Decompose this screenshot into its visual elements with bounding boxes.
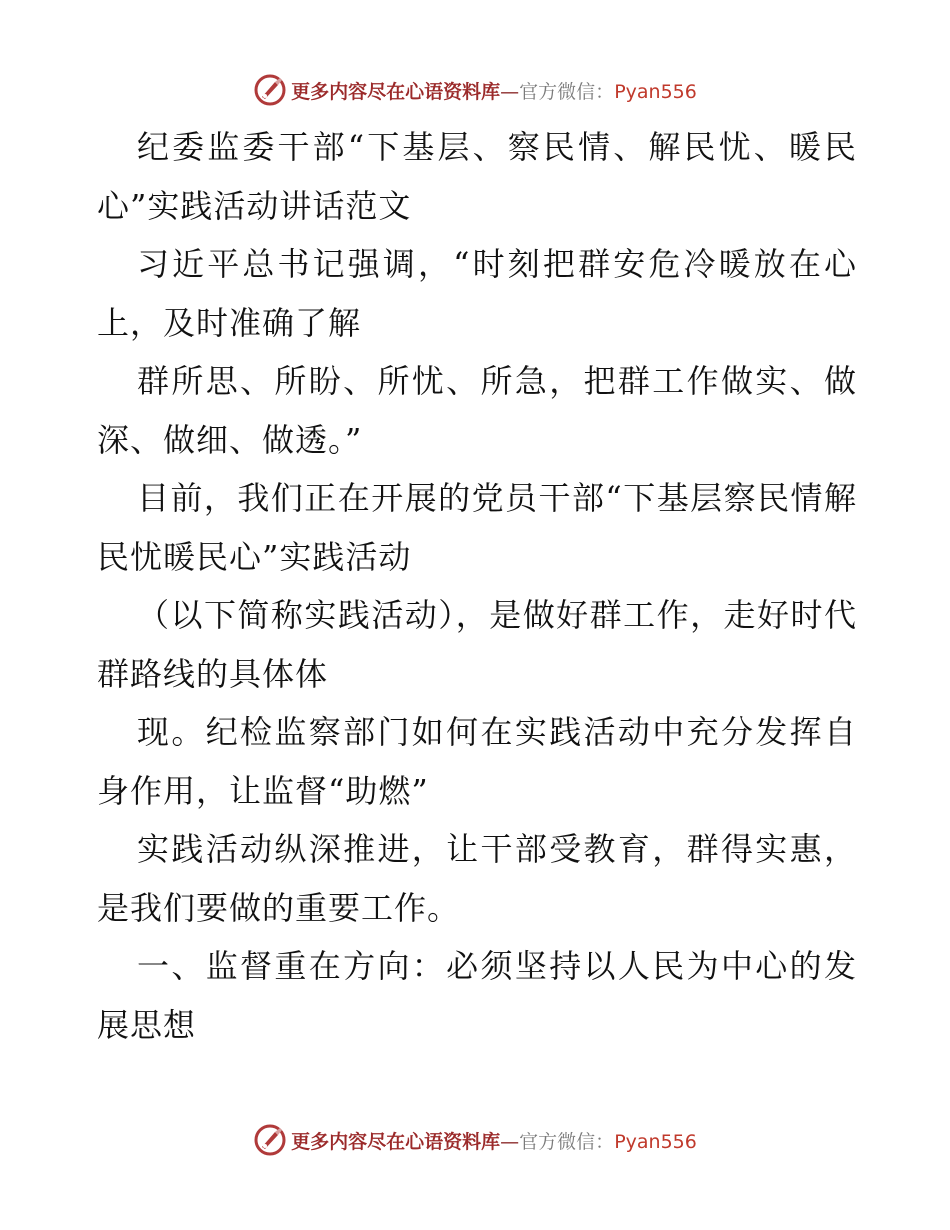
paragraph: 目前，我们正在开展的党员干部“下基层察民情解民忧暖民心”实践活动 xyxy=(97,479,857,576)
footer-separator: — xyxy=(500,1130,520,1153)
document-body xyxy=(97,118,857,1054)
quill-logo-icon xyxy=(253,1123,287,1157)
paragraph-title: 纪委监委干部“下基层、察民情、解民忧、暖民心”实践活动讲话范文 xyxy=(97,128,857,225)
quill-logo-icon xyxy=(253,73,287,107)
header-wechat-id: Pyan556 xyxy=(614,80,697,103)
footer-banner xyxy=(0,1120,950,1160)
footer-wechat-label: 官方微信： xyxy=(519,1130,615,1153)
footer-wechat-id: Pyan556 xyxy=(614,1130,697,1153)
paragraph: （以下简称实践活动），是做好群工作，走好时代群路线的具体体 xyxy=(97,596,857,693)
header-wechat-label: 官方微信： xyxy=(519,80,615,103)
paragraph: 群所思、所盼、所忧、所急，把群工作做实、做深、做细、做透。” xyxy=(97,362,857,459)
section-heading: 一、监督重在方向：必须坚持以人民为中心的发展思想 xyxy=(97,947,857,1044)
header-banner xyxy=(0,70,950,110)
footer-brand: 更多内容尽在心语资料库 xyxy=(291,1130,501,1153)
paragraph: 习近平总书记强调，“时刻把群安危冷暖放在心上，及时准确了解 xyxy=(97,245,857,342)
header-separator: — xyxy=(500,80,520,103)
paragraph: 现。纪检监察部门如何在实践活动中充分发挥自身作用，让监督“助燃” xyxy=(97,713,857,810)
header-brand: 更多内容尽在心语资料库 xyxy=(291,80,501,103)
paragraph: 实践活动纵深推进，让干部受教育，群得实惠，是我们要做的重要工作。 xyxy=(97,830,857,927)
